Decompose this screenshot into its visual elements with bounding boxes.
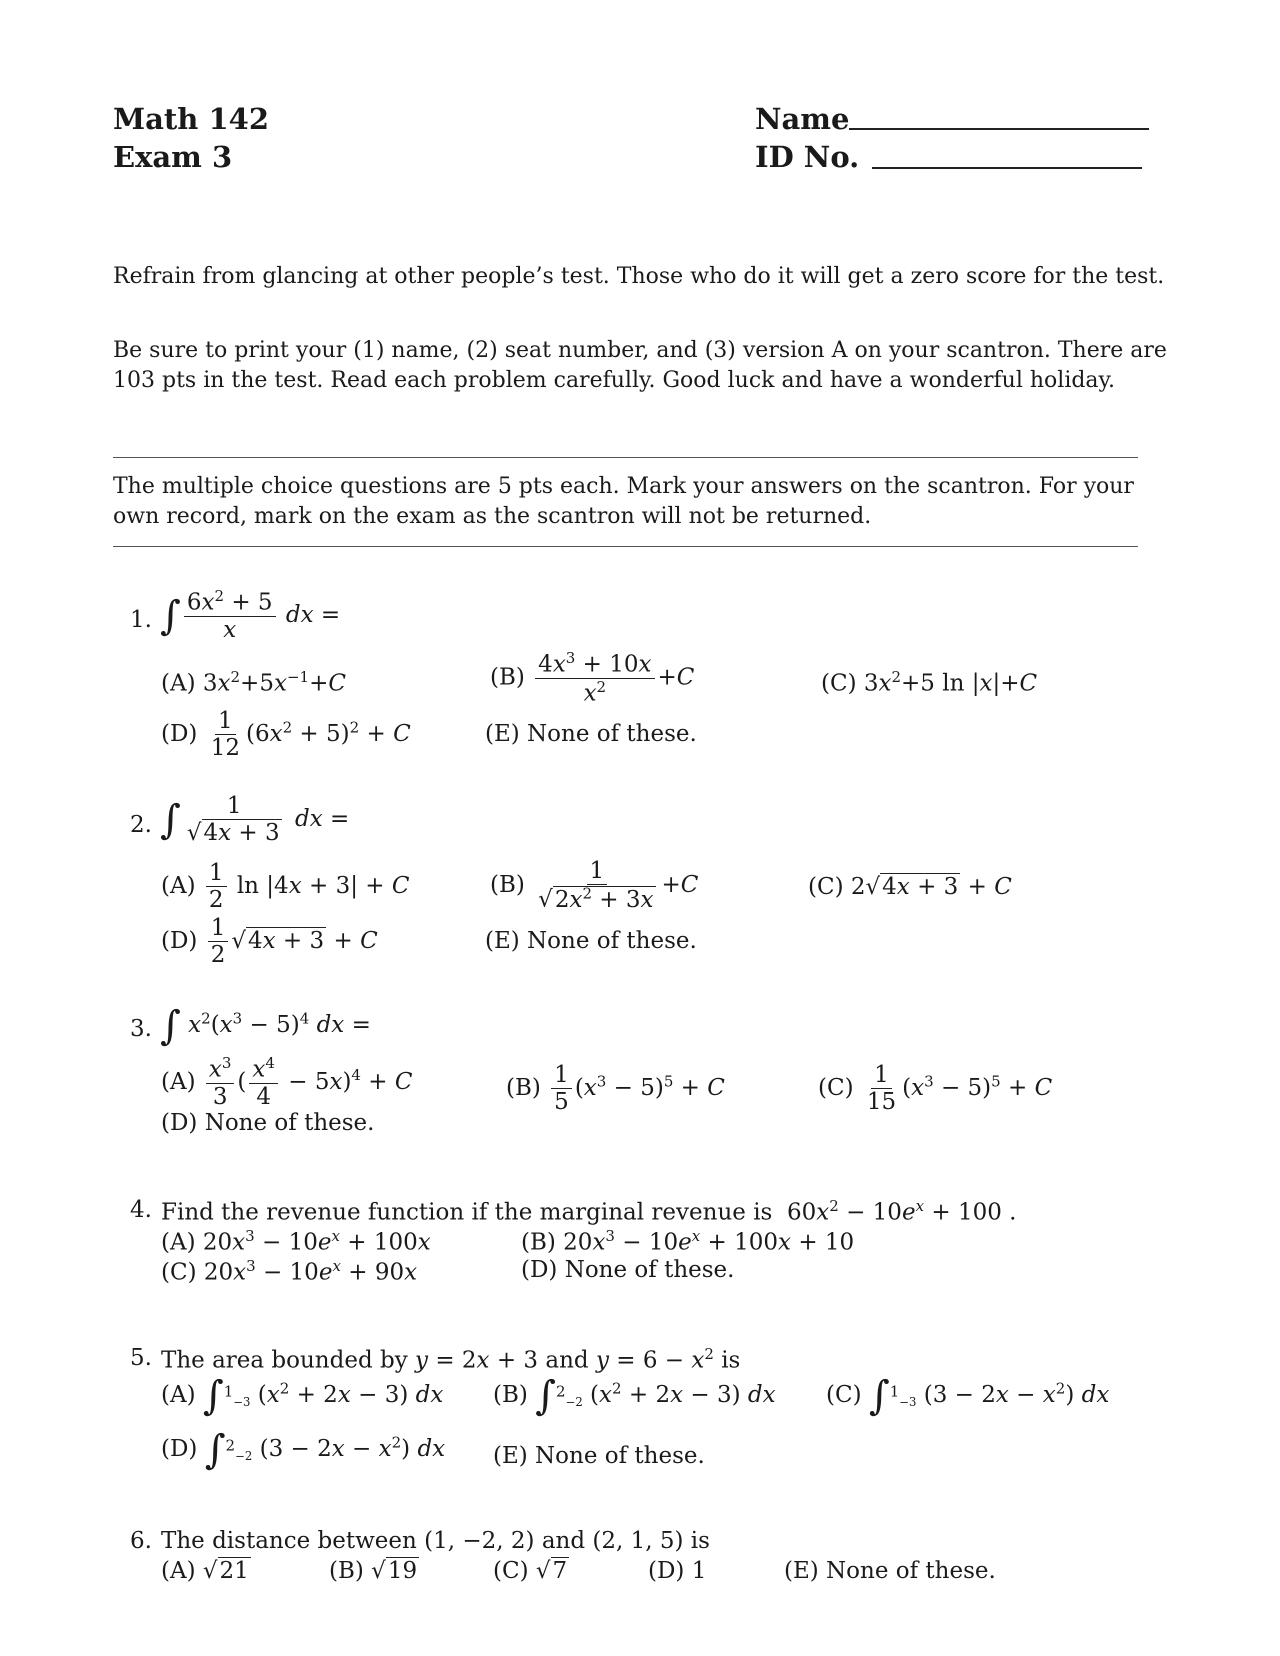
q4-option-c[interactable]: (C) $20x^3 - 10e^x + 90x$ — [161, 1257, 418, 1286]
q2-number: 2. — [130, 812, 152, 838]
q5-option-a[interactable]: (A) ∫$^1_{-3}$ $(x^2 + 2x - 3)$ dx — [161, 1373, 444, 1419]
q6-option-a[interactable]: (A) √21 — [161, 1558, 249, 1584]
q6-number: 6. — [130, 1528, 152, 1554]
q5-option-c[interactable]: (C) ∫$^1_{-3}$ $(3 - 2x - x^2)$ dx — [826, 1373, 1110, 1419]
q4-option-b[interactable]: (B) $20x^3 - 10e^x + 100x + 10$ — [521, 1227, 855, 1256]
q3-option-d[interactable]: (D) None of these. — [161, 1110, 375, 1136]
q3-number: 3. — [130, 1016, 152, 1042]
q3-option-c[interactable]: (C) $\frac{1}{15}$ $(x^3 - 5)^5 + C$ — [818, 1062, 1053, 1116]
q3-stem: ∫ $x^2(x^3 - 5)^4$ dx = — [160, 1003, 371, 1049]
q6-stem: The distance between (1, −2, 2) and (2, 1, 5) is — [161, 1528, 710, 1554]
q4-number: 4. — [130, 1197, 152, 1223]
q1-option-d[interactable]: (D) $\frac{1}{12}$ $(6x^2 + 5)^2 + C$ — [161, 708, 411, 762]
instruction-multiple-choice: The multiple choice questions are 5 pts each. Mark your answers on the scantron. For your own record, mark on the exam as the scantron will not be returned. — [113, 474, 1134, 529]
q1-number: 1. — [130, 607, 152, 633]
id-field-line[interactable] — [872, 167, 1142, 169]
q6-option-b[interactable]: (B) √19 — [329, 1558, 418, 1584]
divider-bottom — [113, 546, 1138, 547]
q2-stem: ∫ $\frac{1}{√4x + 3}$ dx = — [160, 793, 350, 847]
q2-option-a[interactable]: (A) $\frac{1}{2}$ ln |4x + 3| + C — [161, 860, 410, 914]
q3-option-b[interactable]: (B) $\frac{1}{5}$ $(x^3 - 5)^5 + C$ — [506, 1062, 725, 1116]
q4-option-a[interactable]: (A) $20x^3 - 10e^x + 100x$ — [161, 1227, 431, 1256]
q5-number: 5. — [130, 1345, 152, 1371]
name-label: Name — [755, 102, 850, 136]
q2-option-b[interactable]: (B) $\frac{1}{√2x^2 + 3x}$ +C — [490, 858, 699, 914]
q1-option-c[interactable]: (C) $3x^2+5$ ln |x|+C — [821, 668, 1038, 697]
q5-stem: The area bounded by y = 2x + 3 and $y = 6 - x^2$ is — [161, 1345, 741, 1374]
q6-option-e[interactable]: (E) None of these. — [784, 1558, 996, 1584]
q5-option-d[interactable]: (D) ∫$^2_{-2}$ $(3 - 2x - x^2)$ dx — [161, 1427, 446, 1473]
q4-option-d[interactable]: (D) None of these. — [521, 1257, 735, 1283]
q5-option-b[interactable]: (B) ∫$^2_{-2}$ $(x^2 + 2x - 3)$ dx — [493, 1373, 776, 1419]
q6-option-d[interactable]: (D) 1 — [648, 1558, 707, 1584]
q4-stem: Find the revenue function if the marginal revenue is $60x^2 - 10e^x + 100$ . — [161, 1197, 1017, 1226]
q5-option-e[interactable]: (E) None of these. — [493, 1443, 705, 1469]
q1-option-e[interactable]: (E) None of these. — [485, 721, 697, 747]
q6-option-c[interactable]: (C) √7 — [493, 1558, 568, 1584]
exam-title: Exam 3 — [113, 140, 233, 174]
divider-top — [113, 457, 1138, 458]
instruction-scantron: Be sure to print your (1) name, (2) seat number, and (3) version A on your scantron. There are 103 pts in the test. Read each problem carefully. Good luck and have a wonderful holiday. — [113, 338, 1167, 393]
q1-option-a[interactable]: (A) $3x^2+5x^{-1}+C$ — [161, 668, 346, 697]
instruction-honesty: Refrain from glancing at other people’s test. Those who do it will get a zero score for the test. — [113, 264, 1165, 289]
id-label: ID No. — [755, 140, 860, 174]
q1-option-b[interactable]: (B) $\frac{4x^3 + 10x}{x^2}$ +C — [490, 649, 695, 707]
q1-stem: ∫ $\frac{6x^2 + 5}{x}$ dx = — [160, 587, 341, 644]
q2-option-d[interactable]: (D) $\frac{1}{2}$ √4x + 3 + C — [161, 915, 378, 969]
q2-option-e[interactable]: (E) None of these. — [485, 928, 697, 954]
name-field-line[interactable] — [849, 128, 1149, 130]
q2-option-c[interactable]: (C) 2√4x + 3 + C — [808, 874, 1012, 900]
q3-option-a[interactable]: (A) $\frac{x^3}{3}$ ( $\frac{x^4}{4}$ − 5x)$^4$ + C — [161, 1054, 413, 1111]
course-title: Math 142 — [113, 102, 270, 136]
